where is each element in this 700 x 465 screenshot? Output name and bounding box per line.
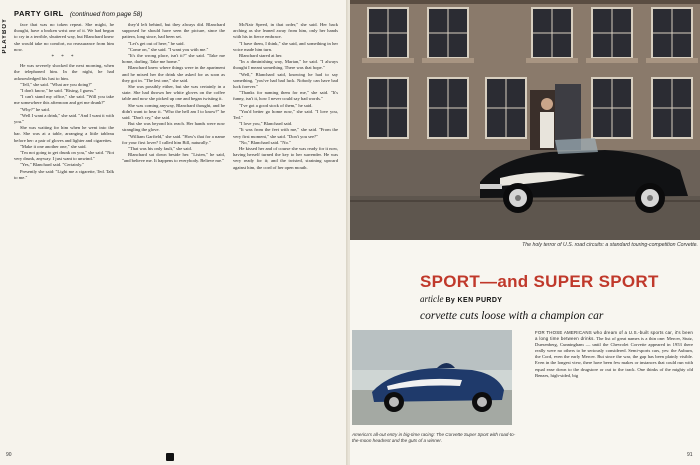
paragraph: "That was his only fault," she said. — [128, 146, 192, 152]
paragraph: "It was from the feet with me," she said. "From the very first moment," she said. "Don't you see?" — [233, 127, 338, 139]
paragraph: "I'm not going to get drunk on you," she said. "Not very drunk, anyway. I just want to unwind." — [14, 150, 114, 162]
paragraph: She was waiting for him when he went into the bar. She was at a table, arranging a little tableau before her: a pair of gloves and lighter and cigarettes. — [14, 125, 114, 143]
body-lead: FOR THOSE AMERICANS who dream of a U.S.-built sports car, it's been a long time between drinks. — [535, 330, 693, 342]
paragraph: "I've got a good stock of them," he said. — [239, 102, 313, 108]
text-column-1 — [14, 22, 114, 454]
paragraph: "Make it one another one," she said. — [20, 143, 87, 149]
text-column-2 — [122, 22, 225, 454]
paragraph: "Yes," Blanchard said. "Certainly." — [20, 162, 85, 168]
paragraph: "Well I want a drink," she said. "And I want it with you." — [14, 112, 114, 125]
super-sport-photo — [352, 330, 512, 425]
paragraph: "William Garfield," she said. "How's that for a name for your first lover? I called him Bill, naturally." — [122, 133, 225, 145]
magazine-name-vertical: PLAYBOY — [2, 18, 8, 54]
body-text: The list of great names is a thin one: Mercer, Stutz, Duesenberg, Cunningham — until the Chevrolet Corvette appeared in 1953 there really were no others to be seriously considered. Semi-sports cars, yes: the Auburn, the Cord, even the early Mercer. But since the war, the gap has been plainly visible. Even in the longest view, there have been few makes or instances that could run with equal ease down to the drugstore or out to the track. One thinks of the mighty old Benzes, high-sided, big — [535, 336, 693, 378]
paragraph: "I don't know," he said. "Rising, I guess." — [20, 88, 97, 94]
page-number-right: 91 — [687, 452, 693, 458]
left-page — [0, 0, 349, 465]
paragraph: Blanchard knew where things were in the apartment and he mixed her the drink she asked for as soon as they got in. "The lest one," she said. — [122, 65, 225, 83]
paragraph: "Thanks for naming them for me," she said. "It's funny, isn't it, how I never could say bad words." — [233, 90, 338, 102]
paragraph: "I have them, I think," she said, and something in her voice made him turn. — [233, 40, 338, 52]
paragraph: She was possibly either, but she was certainly in a state. She had thrown her white gloves on the coffee table and now she picked up one and began twisting it. — [122, 84, 225, 102]
byline-article: article — [420, 294, 444, 304]
running-head — [14, 9, 142, 18]
paragraph: "No," Blanchard said. "No." — [239, 139, 291, 145]
paragraph: "I can't stand my office," she said. "Will you take me somewhere this afternoon and get me drunk?" — [14, 94, 114, 106]
page-number-left: 90 — [6, 452, 12, 458]
paragraph: "Let's get out of here," he said. — [128, 40, 185, 46]
paragraph: face that was no token repeat. She might, he thought, have a broken wrist one of it. We had begun to cry in a terrible, shuttered way, but Blanchard knew she would take no comfort, no reassurance from him now. — [14, 22, 114, 52]
paragraph: "It's the wrong place, isn't it?" she said. "Take me home, darling. Take me home." — [122, 53, 225, 65]
paragraph: He kissed her and of course she was ready for it now, having herself turned the key to her surrender. He was very ready for it; and the twisted, straining upward against him, the cord of her open mouth. — [233, 146, 338, 170]
article-body — [535, 330, 693, 379]
continued-from: (continued from page 58) — [69, 11, 143, 18]
paragraph: But she was beyond his reach. Her hands were now strangling the glove. — [122, 121, 225, 133]
byline — [420, 294, 502, 304]
paragraph: "Why?" he said. — [20, 106, 50, 112]
paragraph: Presently she said: "Light me a cigarette, Ted. Talk to me." — [14, 168, 114, 180]
paragraph: "Well," Blanchard said, knowing he had to say something, "you've had bad luck. Nobody can have bad luck forever." — [233, 71, 338, 90]
paragraph: He was severely shocked the next morning, when the telephoned him. In the night, he had acknowledged his lust to him. — [14, 63, 114, 81]
paragraph: "In a diminishing way, Marian," he said. "I always thought I meant something. There was that hope." — [233, 59, 338, 71]
article-dek: corvette cuts loose with a champion car — [420, 310, 604, 322]
paragraph: Blanchard stared at her. — [239, 53, 283, 59]
bottom-photo-caption: America's all-out entry in big-time racing: The Corvette Super Sport with road-to-the-moon headrest and the guts of a winner. — [352, 432, 516, 443]
paragraph: She was coming anyway, Blanchard thought, and he didn't want to hear it. "Who the hell am I to know?" he said. "Don't cry," she said. — [122, 102, 225, 121]
corvette-building-photo — [350, 0, 700, 240]
article-headline: SPORT—and SUPER SPORT — [420, 272, 659, 291]
section-break: * * * — [51, 55, 77, 61]
paragraph: they'd left behind, but they always did. Blanchard supposed he should have seen the picture, since the pattern, long since, had been set. — [122, 22, 225, 40]
byline-author: By KEN PURDY — [445, 297, 503, 304]
running-title: PARTY GIRL — [14, 9, 64, 18]
paragraph: McNair Speed, in that order," she said. Her back arching as she leaned away from him, only her hands with his in fierce embrace. — [233, 22, 338, 40]
paragraph: Blanchard sat down beside her. "Listen," he said, "and believe me. It happens to everybody. Believe me." — [122, 152, 225, 164]
paragraph: "Come on," she said. "I want you with me." — [128, 46, 209, 52]
paragraph: "Tell," she said. "What are you doing?" — [20, 81, 93, 87]
text-column-3 — [233, 22, 338, 454]
bunny-endmark-icon — [166, 453, 174, 461]
top-photo-caption: The holy terror of U.S. road circuits: a standard touring-competition Corvette. — [522, 242, 698, 248]
paragraph: "I love you," Blanchard said. — [239, 121, 293, 127]
paragraph: "You'd better go home now," she said. "I love you, Ted." — [233, 108, 338, 121]
